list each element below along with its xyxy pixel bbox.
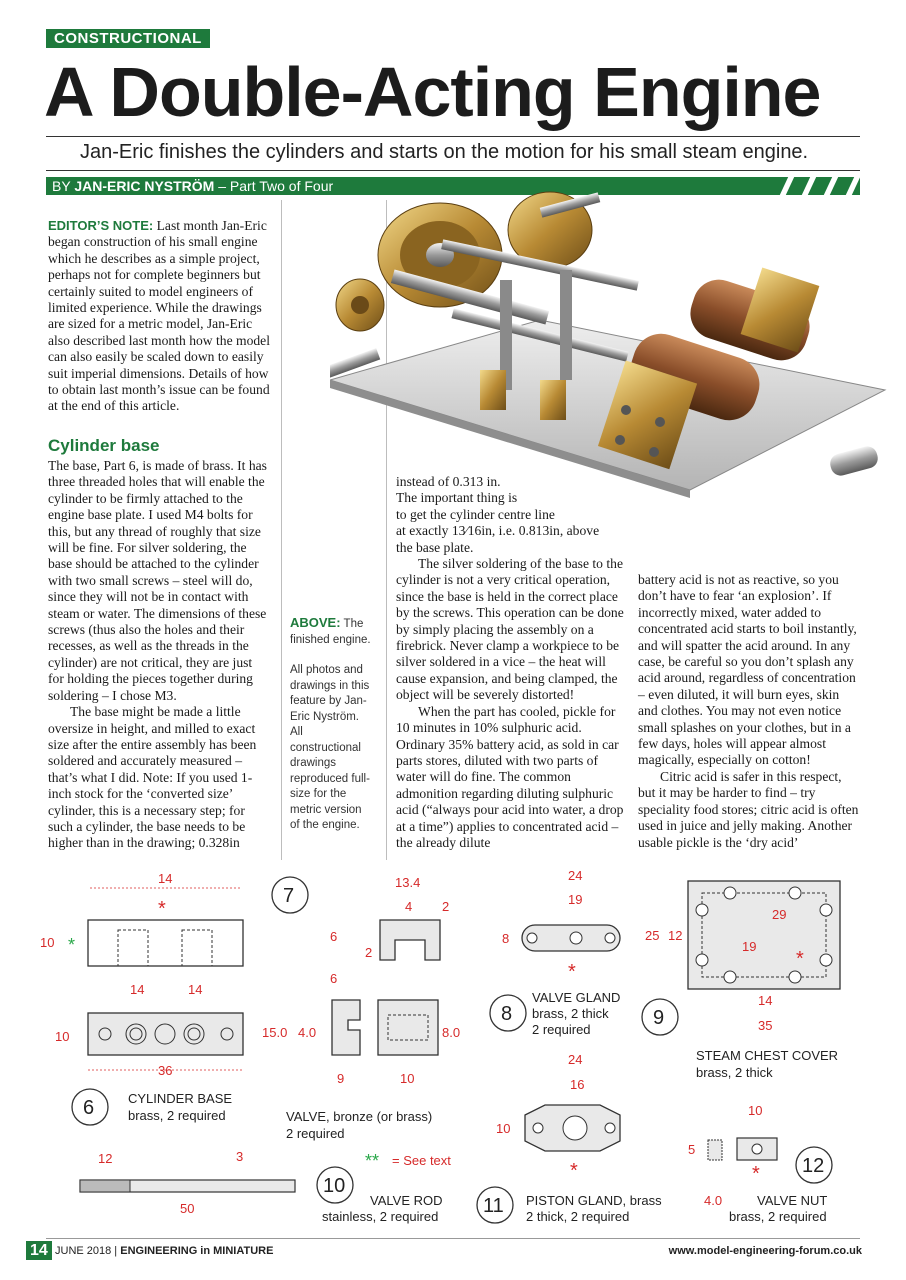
article-subtitle: Jan-Eric finishes the cylinders and starts on the motion for his small steam engine.	[80, 141, 809, 163]
part-number: 7	[283, 885, 295, 907]
dim-label: 19	[568, 892, 583, 907]
drawing-part-6	[40, 871, 243, 1125]
part-number: 11	[483, 1195, 504, 1217]
dim-label: *	[68, 935, 76, 955]
body-column-1	[48, 458, 270, 852]
dim-label: 50	[180, 1201, 195, 1216]
part-number: 10	[323, 1175, 346, 1197]
part-name: VALVE GLAND	[532, 990, 621, 1005]
dim-label: 14	[158, 871, 173, 886]
dim-label: 14	[130, 982, 145, 997]
dim-label: 8	[502, 931, 510, 946]
dim-label: 14	[758, 993, 773, 1008]
footer-url[interactable]: www.model-engineering-forum.co.uk	[668, 1245, 862, 1257]
byline-part: – Part Two of Four	[214, 178, 334, 194]
drawing-part-10	[80, 1149, 442, 1224]
dim-label: 2	[442, 899, 450, 914]
caption-text: The finished engine.	[290, 618, 371, 646]
dim-label: 9	[337, 1071, 345, 1086]
legend	[365, 1151, 451, 1171]
part-spec: brass, 2 thick	[696, 1065, 773, 1080]
editors-note-text: Last month Jan-Eric began construction of his small engine which he describes as a simple project, perhaps not for complete beginners but certainly suited to model engineers of limited experience. While the drawings are sized for a metric model, Jan-Eric also described last month how the model can also easily be scaled down to easily suit imperial dimensions. Details of how to obtain last month’s issue can be found at the end of this article.	[48, 218, 270, 414]
part-name: VALVE ROD	[370, 1193, 443, 1208]
caption-credits: All photos and drawings in this feature by Jan-Eric Nyström. All constructional drawings reproduced full-size for the metric version of the engine.	[290, 664, 370, 831]
part-name: CYLINDER BASE	[128, 1091, 233, 1106]
part-spec: 2 thick, 2 required	[526, 1209, 630, 1224]
dim-label: 29	[772, 907, 787, 922]
page-number: 14	[26, 1241, 52, 1260]
line: the base plate.	[396, 539, 474, 555]
section-heading-cylinder-base: Cylinder base	[48, 436, 160, 455]
drawing-part-9	[642, 881, 840, 1080]
part-name: PISTON GLAND, brass	[526, 1193, 662, 1208]
part-spec: brass, 2 required	[128, 1108, 226, 1123]
dim-label: *	[158, 898, 166, 920]
part-spec: brass, 2 thick	[532, 1006, 609, 1021]
dim-label: 12	[98, 1151, 113, 1166]
legend-stars: **	[365, 1151, 380, 1171]
title-rule	[46, 136, 860, 137]
legend-text: = See text	[392, 1153, 451, 1168]
dim-label: 3	[236, 1149, 244, 1164]
dim-label: 10	[748, 1103, 763, 1118]
dim-label: 6	[330, 929, 338, 944]
editors-note	[48, 218, 270, 415]
part-spec: 2 required	[532, 1022, 591, 1037]
dim-label: *	[570, 1160, 578, 1182]
photo-caption	[290, 615, 374, 834]
dim-label: 16	[570, 1077, 585, 1092]
footer-magazine: ENGINEERING in MINIATURE	[120, 1245, 274, 1257]
article-title: A Double-Acting Engine	[44, 53, 821, 131]
dim-label: *	[796, 948, 804, 970]
byline	[52, 177, 333, 195]
paragraph: battery acid is not as reactive, so you don’t have to fear ‘an explosion’. If incorrectly mixed, water added to concentrated acid starts to boil instantly, and will spatter the acid around. In any case, be careful so you don’t splash any acid around, regardless of concentration – even diluted, it will burn eyes, skin and clothes. You may not even notice small splashes on your clothes, but in a few days, holes will appear almost magically, especially on cotton!	[638, 572, 857, 768]
subtitle-rule	[46, 170, 860, 171]
dim-label: 4.0	[704, 1193, 723, 1208]
dim-label: 10	[400, 1071, 415, 1086]
footer-date: JUNE 2018 |	[55, 1245, 121, 1257]
footer-rule	[46, 1238, 860, 1239]
part-number: 12	[802, 1155, 825, 1177]
paragraph: When the part has cooled, pickle for 10 minutes in 10% sulphuric acid. Ordinary 35% battery acid, as sold in car parts stores, diluted with two parts of water will do fine. The common admonition regarding diluting sulphuric acid (“always pour acid into water, a drop at a time”) applies to concentrated acid – the already dilute	[396, 703, 624, 850]
dim-label: 10	[496, 1121, 511, 1136]
dim-label: 19	[742, 939, 757, 954]
paragraph: The base might be made a little oversize in height, and milled to exact size after the entire assembly has been soldered and accurately measured – that’s what I did. Note: If you used 1-inch stock for the ‘converted size’ cylinder, this is a necessary step; for such a cylinder, the base needs to be higher than in the drawing; 0.328in	[48, 704, 257, 851]
part-number: 9	[653, 1007, 665, 1029]
body-column-4	[638, 572, 862, 851]
body-column-3	[396, 474, 626, 851]
dim-label: 12	[668, 928, 683, 943]
paragraph: Citric acid is safer in this respect, but it may be harder to find – try speciality food stores; citric acid is often used in juice and jelly making. Another usable pickle is the ‘dry acid’	[638, 768, 859, 850]
drawing-part-12	[688, 1103, 832, 1224]
dim-label: 25	[645, 928, 660, 943]
paragraph: The base, Part 6, is made of brass. It has three threaded holes that will enable the cylinder to be firmly attached to the engine base plate. I used M4 bolts for this, but any thread of roughly that size will be fine. For silver soldering, the base should be attached to the cylinder with two small screws – steel will do, since they will not be in contact with steam or water. The dimensions of these screws (thus also the holes and their recesses, as well as the threads in the cylinder) are not critical, they are just for holding the pieces together during soldering – I chose M3.	[48, 458, 267, 703]
line: at exactly 13⁄16in, i.e. 0.813in, above	[396, 523, 600, 539]
line: The important thing is	[396, 490, 518, 506]
dim-label: 24	[568, 868, 583, 883]
engine-photo	[330, 180, 890, 500]
line: to get the cylinder centre line	[396, 506, 555, 522]
byline-by: BY	[52, 178, 71, 194]
crank-disc	[336, 279, 384, 331]
part-name: VALVE, bronze (or brass)	[286, 1109, 433, 1124]
footer-issue	[55, 1245, 273, 1257]
section-tag: CONSTRUCTIONAL	[46, 29, 210, 48]
dim-label: 10	[55, 1029, 70, 1044]
dim-label: 14	[188, 982, 203, 997]
line: instead of 0.313 in.	[396, 474, 501, 489]
part-spec: stainless, 2 required	[322, 1209, 439, 1224]
drawing-part-8	[490, 868, 620, 1037]
part-spec: brass, 2 required	[729, 1209, 827, 1224]
dim-label: 5	[688, 1142, 696, 1157]
paragraph: The silver soldering of the base to the cylinder is not a very critical operation, since the base is held in the correct place by the screws. This operation can be done by simply placing the assembly on a firebrick. Never clamp a workpiece to be silver soldered in a vice – the heat will cause expansion, and being clamped, the object will be severely distorted!	[396, 556, 624, 703]
column-divider	[281, 200, 282, 860]
part-name: VALVE NUT	[757, 1193, 828, 1208]
dim-label: 36	[158, 1063, 173, 1078]
dim-label: 6	[330, 971, 338, 986]
steam-inlet	[828, 444, 880, 478]
dim-label: 35	[758, 1018, 773, 1033]
dim-label: *	[752, 1163, 760, 1185]
dim-label: 15.0	[262, 1025, 288, 1040]
caption-label: ABOVE:	[290, 615, 341, 630]
dim-label: 4.0	[298, 1025, 317, 1040]
dim-label: 2	[365, 945, 373, 960]
editors-note-label: EDITOR’S NOTE:	[48, 218, 154, 233]
part-number: 8	[501, 1003, 513, 1025]
dim-label: 24	[568, 1052, 583, 1067]
dim-label: 4	[405, 899, 413, 914]
dim-label: 10	[40, 935, 55, 950]
part-number: 6	[83, 1097, 95, 1119]
dim-label: 8.0	[442, 1025, 461, 1040]
drawing-part-11	[477, 1052, 662, 1224]
part-name: STEAM CHEST COVER	[696, 1048, 839, 1063]
part-spec: 2 required	[286, 1126, 345, 1141]
byline-author: JAN-ERIC NYSTRÖM	[74, 178, 215, 194]
dim-label: 13.4	[395, 875, 421, 890]
drawing-part-7	[262, 875, 460, 1141]
technical-drawings	[40, 865, 870, 1235]
dim-label: *	[568, 961, 576, 983]
